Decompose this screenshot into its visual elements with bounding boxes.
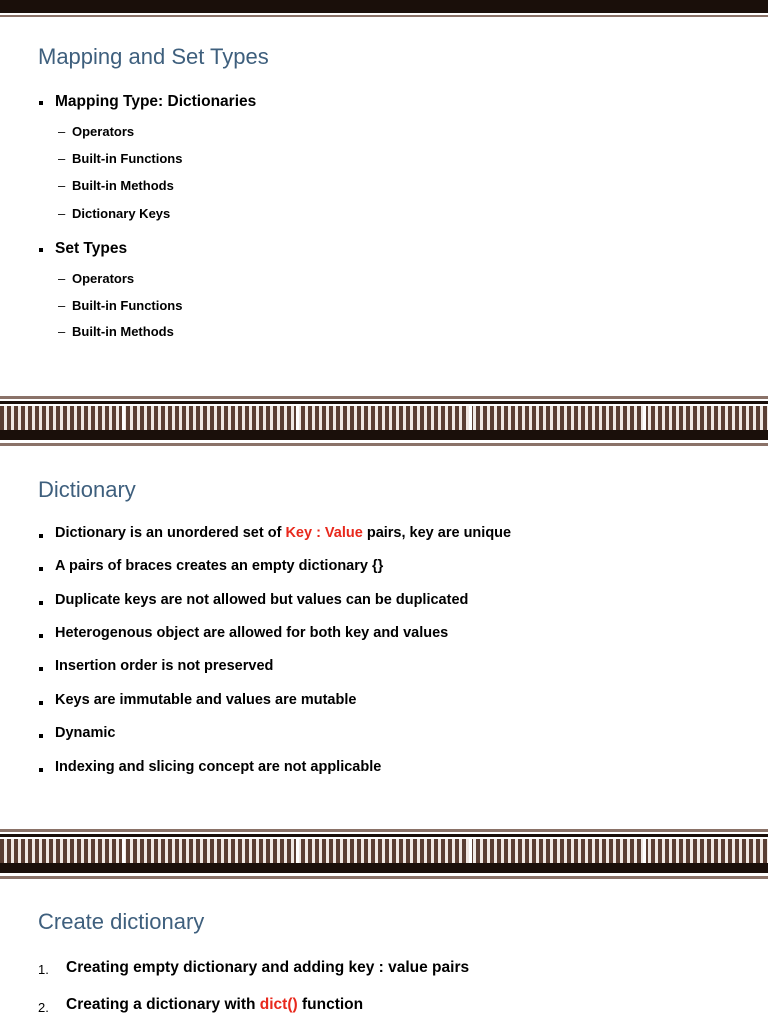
bullet-icon xyxy=(39,768,43,772)
dash-icon: – xyxy=(58,324,66,339)
slide-title: Mapping and Set Types xyxy=(38,44,269,69)
dash-icon: – xyxy=(58,178,66,193)
top-border-band xyxy=(0,0,768,19)
separator-band xyxy=(0,396,768,452)
band-divider xyxy=(643,406,646,430)
slide-create-dictionary xyxy=(0,885,768,1024)
bullet-icon xyxy=(39,101,43,105)
sub-item: Dictionary Keys xyxy=(72,206,171,221)
section-label: Set Types xyxy=(55,240,128,257)
slide-title: Create dictionary xyxy=(38,909,205,934)
bullet-text: A pairs of braces creates an empty dictionary {} xyxy=(55,558,384,574)
slide-mapping-set-types xyxy=(0,19,768,400)
dash-icon: – xyxy=(58,271,66,286)
bullet-icon xyxy=(39,701,43,705)
band-divider xyxy=(469,839,472,863)
band-line xyxy=(0,876,768,879)
list-number: 2. xyxy=(38,1000,49,1015)
bullet-icon xyxy=(39,734,43,738)
band-line xyxy=(0,834,768,837)
dash-icon: – xyxy=(58,298,66,313)
band-line xyxy=(0,863,768,873)
bullet-text: Keys are immutable and values are mutable xyxy=(55,692,357,708)
top-border-line xyxy=(0,15,768,17)
highlight-text: Key : Value xyxy=(285,525,363,541)
bullet-icon xyxy=(39,634,43,638)
band-line xyxy=(0,396,768,399)
sub-item: Operators xyxy=(72,124,135,139)
numbered-item-text: Creating empty dictionary and adding key : value pairs xyxy=(66,959,470,976)
bullet-text: Indexing and slicing concept are not applicable xyxy=(55,759,382,775)
band-line xyxy=(0,401,768,404)
band-divider xyxy=(296,839,299,863)
sub-item: Operators xyxy=(72,271,135,286)
bullet-icon xyxy=(39,667,43,671)
band-divider xyxy=(469,406,472,430)
top-border-dark xyxy=(0,0,768,13)
bullet-text: Duplicate keys are not allowed but values can be duplicated xyxy=(55,592,469,608)
sub-item: Built-in Methods xyxy=(72,178,174,193)
bullet-text: Heterogenous object are allowed for both key and values xyxy=(55,625,449,641)
band-divider xyxy=(643,839,646,863)
bullet-icon xyxy=(39,567,43,571)
separator-band xyxy=(0,829,768,885)
band-divider xyxy=(296,406,299,430)
bullet-icon xyxy=(39,248,43,252)
slide-dictionary xyxy=(0,452,768,830)
bullet-text: Insertion order is not preserved xyxy=(55,658,274,674)
list-number: 1. xyxy=(38,962,49,977)
sub-item: Built-in Functions xyxy=(72,298,183,313)
sub-item: Built-in Methods xyxy=(72,324,174,339)
band-line xyxy=(0,443,768,446)
bullet-icon xyxy=(39,534,43,538)
band-stripes xyxy=(0,406,768,430)
numbered-item-text: Creating a dictionary with dict() function xyxy=(66,996,364,1013)
dash-icon: – xyxy=(58,206,66,221)
bullet-text: Dictionary is an unordered set of Key : Value pairs, key are unique xyxy=(55,525,512,541)
sub-item: Built-in Functions xyxy=(72,151,183,166)
band-stripes xyxy=(0,839,768,863)
bullet-text: Dynamic xyxy=(55,725,116,741)
dash-icon: – xyxy=(58,151,66,166)
band-line xyxy=(0,829,768,832)
band-line xyxy=(0,430,768,440)
band-divider xyxy=(122,839,125,863)
dash-icon: – xyxy=(58,124,66,139)
band-divider xyxy=(122,406,125,430)
bullet-icon xyxy=(39,601,43,605)
section-label: Mapping Type: Dictionaries xyxy=(55,93,257,110)
slide-title: Dictionary xyxy=(38,477,136,502)
highlight-text: dict() xyxy=(259,996,298,1013)
